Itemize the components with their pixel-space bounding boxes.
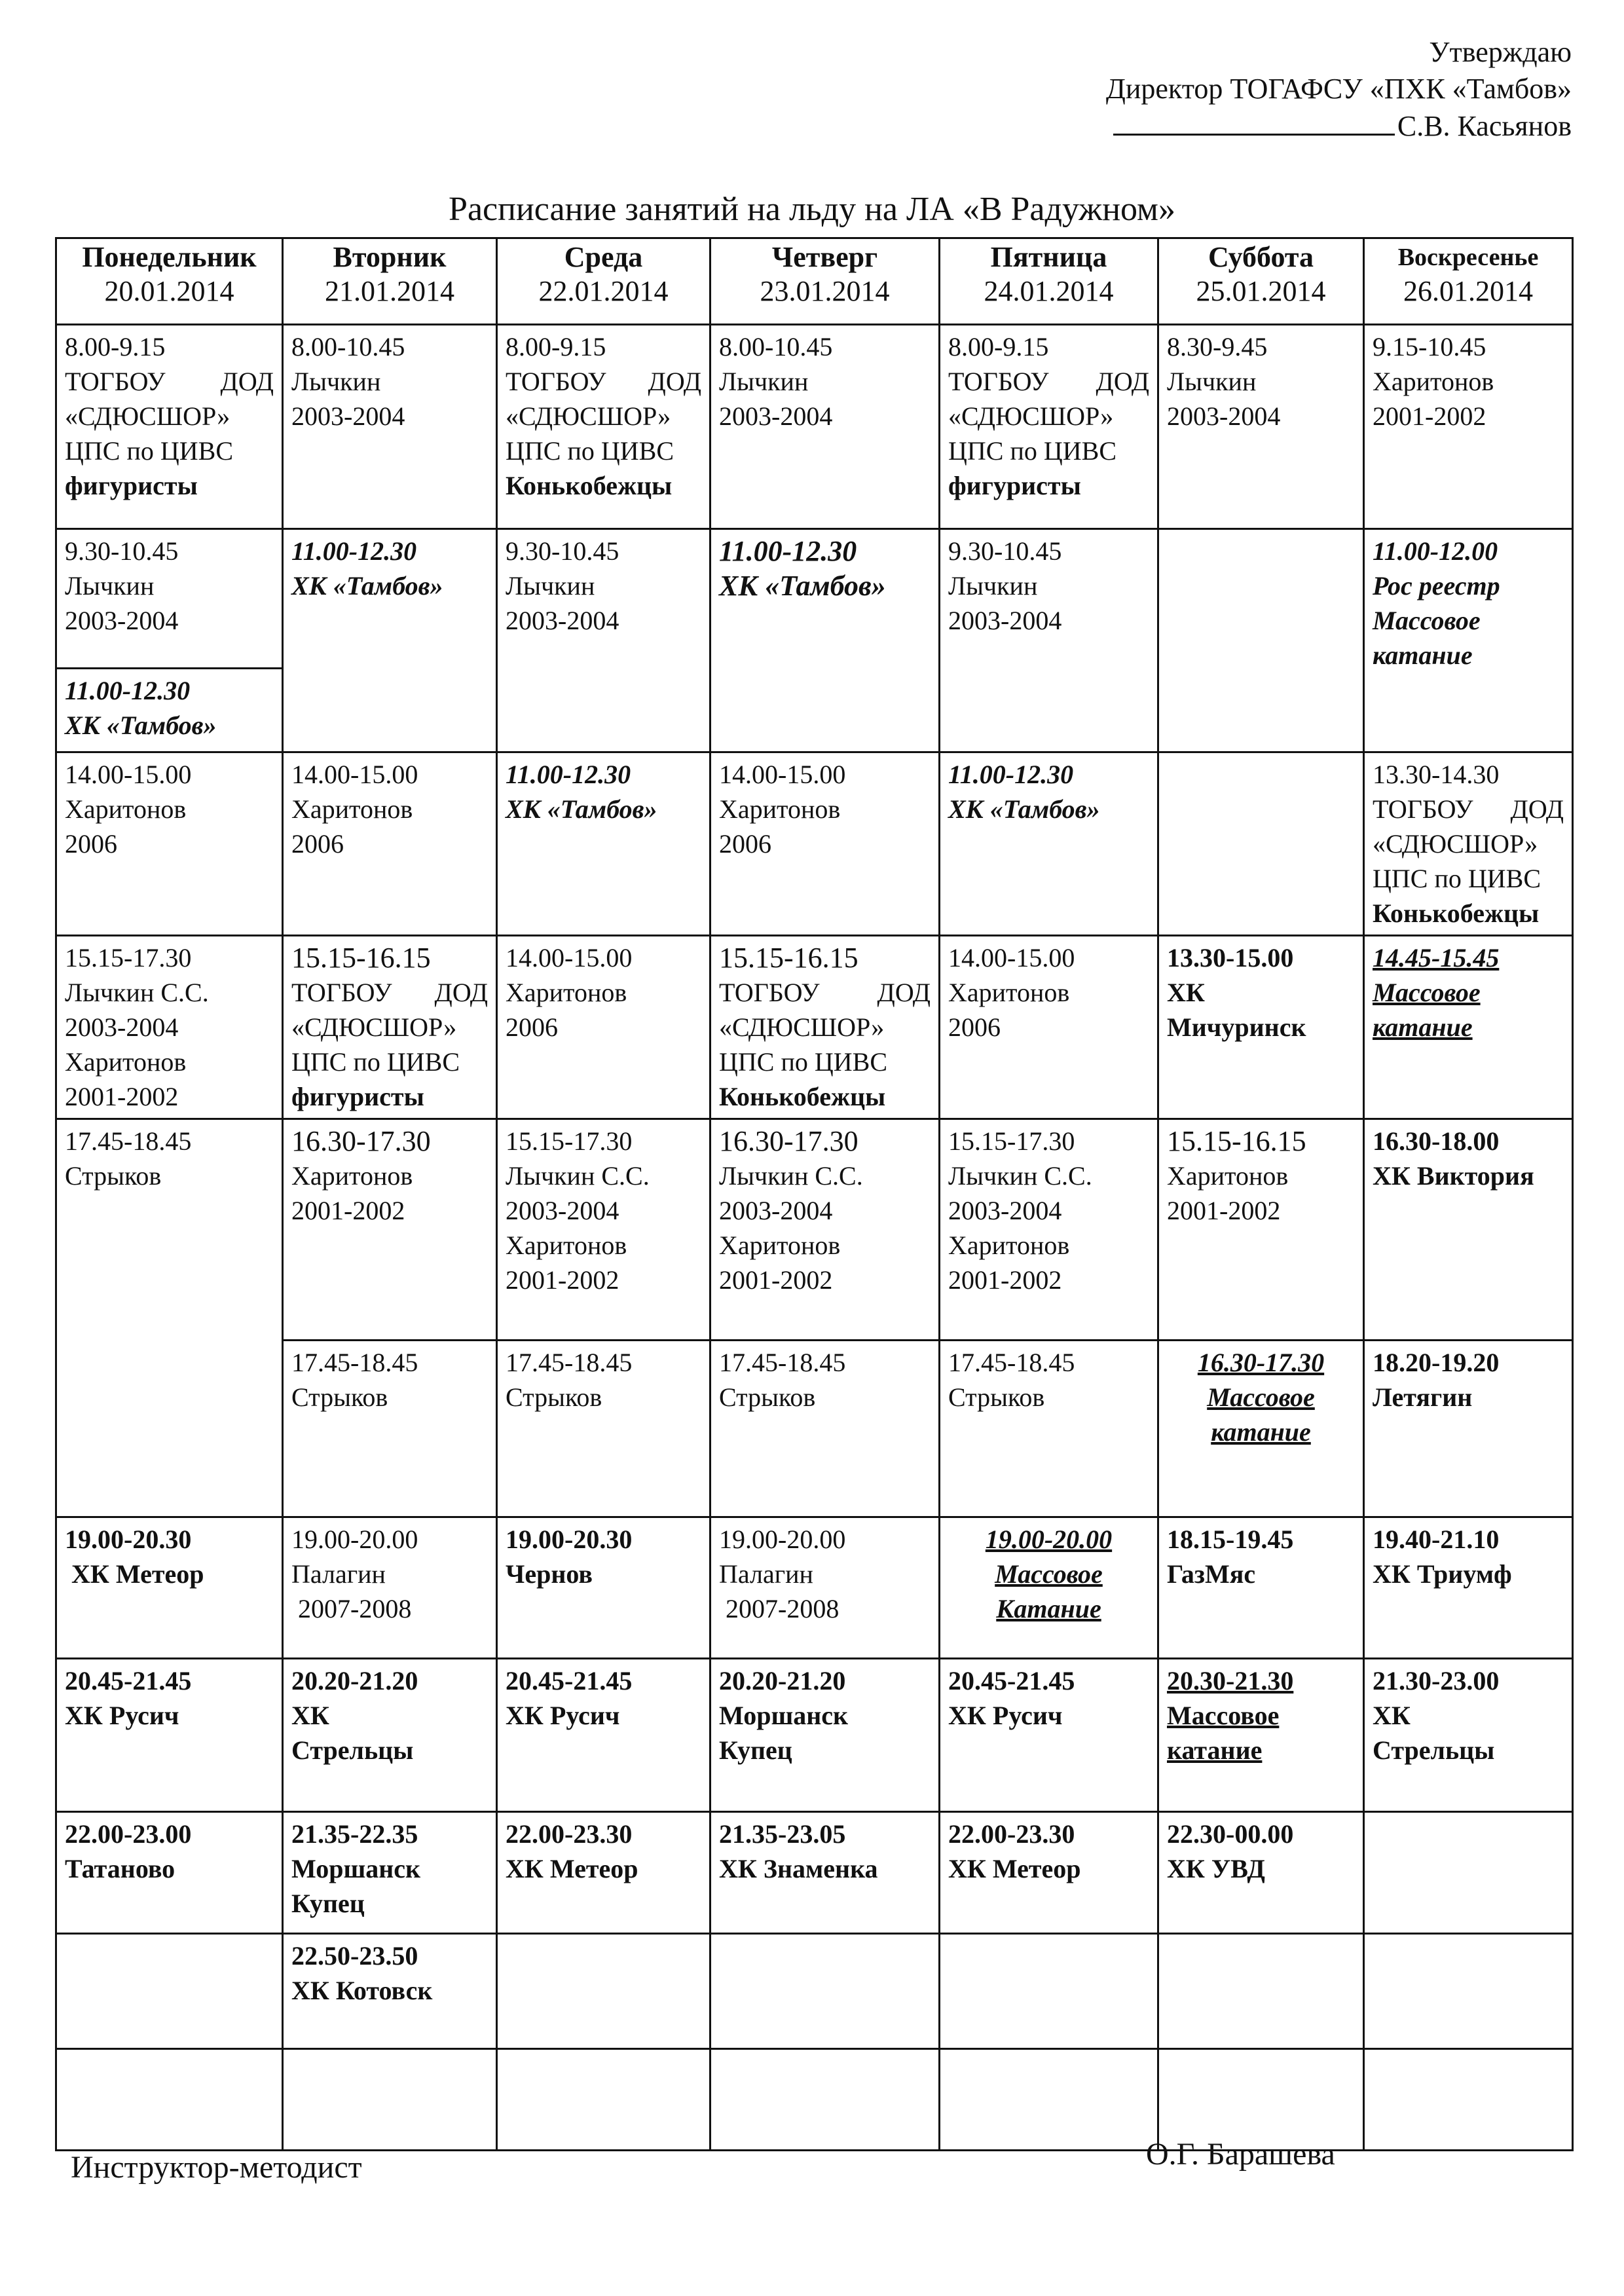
- cell-wed-6: 17.45-18.45 Стрыков: [497, 1341, 710, 1517]
- cell-fri-5: 15.15-17.30 Лычкин С.С. 2003-2004 Харитонов 2001-2002: [940, 1119, 1158, 1341]
- cell-fri-8: 20.45-21.45 ХК Русич: [940, 1659, 1158, 1812]
- cell-fri-2: 9.30-10.45 Лычкин 2003-2004: [940, 529, 1158, 752]
- cell-mon-11: [56, 2049, 283, 2151]
- cell-sat-11: [1158, 2049, 1364, 2151]
- cell-thu-6: 17.45-18.45 Стрыков: [710, 1341, 940, 1517]
- cell-tue-6: 17.45-18.45 Стрыков: [283, 1341, 497, 1517]
- approval-signer: С.В. Касьянов: [1397, 110, 1572, 142]
- cell-mon-5: 17.45-18.45 Стрыков: [56, 1119, 283, 1517]
- day-header-sun: Воскресенье 26.01.2014: [1364, 238, 1573, 325]
- table-row: [56, 1119, 1573, 1341]
- instructor-name: О.Г. Барашева: [1146, 2137, 1335, 2172]
- cell-mon-1: 8.00-9.15 ТОГБОУ ДОД «СДЮСШОР» ЦПС по ЦИВС фигуристы: [56, 325, 283, 529]
- cell-tue-3: 14.00-15.00 Харитонов 2006: [283, 752, 497, 936]
- cell-sun-10: [1364, 1934, 1573, 2049]
- cell-sat-7: 18.15-19.45 ГазМяс: [1158, 1517, 1364, 1659]
- table-row: [56, 1341, 1573, 1517]
- cell-mon-2b: 11.00-12.30 ХК «Тамбов»: [56, 669, 283, 752]
- day-header-thu: Четверг 23.01.2014: [710, 238, 940, 325]
- day-header-mon: Понедельник 20.01.2014: [56, 238, 283, 325]
- cell-sun-7: 19.40-21.10 ХК Триумф: [1364, 1517, 1573, 1659]
- cell-sat-2: [1158, 529, 1364, 752]
- cell-sat-3: [1158, 752, 1364, 936]
- cell-fri-1: 8.00-9.15 ТОГБОУ ДОД «СДЮСШОР» ЦПС по ЦИВС фигуристы: [940, 325, 1158, 529]
- cell-mon-3: 14.00-15.00 Харитонов 2006: [56, 752, 283, 936]
- cell-sat-9: 22.30-00.00 ХК УВД: [1158, 1812, 1364, 1934]
- cell-mon-7: 19.00-20.30 ХК Метеор: [56, 1517, 283, 1659]
- cell-thu-3: 14.00-15.00 Харитонов 2006: [710, 752, 940, 936]
- cell-wed-9: 22.00-23.30 ХК Метеор: [497, 1812, 710, 1934]
- cell-sun-9: [1364, 1812, 1573, 1934]
- cell-sat-5: 15.15-16.15 Харитонов 2001-2002: [1158, 1119, 1364, 1341]
- cell-fri-11: [940, 2049, 1158, 2151]
- cell-thu-10: [710, 1934, 940, 2049]
- table-row: [56, 325, 1573, 529]
- cell-mon-8: 20.45-21.45 ХК Русич: [56, 1659, 283, 1812]
- cell-tue-8: 20.20-21.20 ХК Стрельцы: [283, 1659, 497, 1812]
- cell-mon-9: 22.00-23.00 Татаново: [56, 1812, 283, 1934]
- cell-thu-8: 20.20-21.20 Моршанск Купец: [710, 1659, 940, 1812]
- cell-wed-7: 19.00-20.30 Чернов: [497, 1517, 710, 1659]
- table-row: [56, 529, 1573, 669]
- day-header-fri: Пятница 24.01.2014: [940, 238, 1158, 325]
- instructor-position: Инструктор-методист: [71, 2150, 362, 2185]
- cell-fri-4: 14.00-15.00 Харитонов 2006: [940, 936, 1158, 1119]
- cell-thu-2: 11.00-12.30 ХК «Тамбов»: [710, 529, 940, 752]
- cell-sun-5: 16.30-18.00 ХК Виктория: [1364, 1119, 1573, 1341]
- cell-fri-7: 19.00-20.00 Массовое Катание: [940, 1517, 1158, 1659]
- cell-sat-8: 20.30-21.30 Массовое катание: [1158, 1659, 1364, 1812]
- schedule-table: [55, 237, 1574, 2151]
- cell-thu-7: 19.00-20.00 Палагин 2007-2008: [710, 1517, 940, 1659]
- cell-wed-3: 11.00-12.30 ХК «Тамбов»: [497, 752, 710, 936]
- cell-sun-3: 13.30-14.30 ТОГБОУ ДОД «СДЮСШОР» ЦПС по ЦИВС Конькобежцы: [1364, 752, 1573, 936]
- cell-thu-4: 15.15-16.15 ТОГБОУ ДОД «СДЮСШОР» ЦПС по ЦИВС Конькобежцы: [710, 936, 940, 1119]
- cell-tue-11: [283, 2049, 497, 2151]
- cell-mon-2a: 9.30-10.45 Лычкин 2003-2004: [56, 529, 283, 669]
- cell-thu-1: 8.00-10.45 Лычкин 2003-2004: [710, 325, 940, 529]
- day-header-sat: Суббота 25.01.2014: [1158, 238, 1364, 325]
- cell-thu-9: 21.35-23.05 ХК Знаменка: [710, 1812, 940, 1934]
- cell-fri-6: 17.45-18.45 Стрыков: [940, 1341, 1158, 1517]
- cell-tue-9: 21.35-22.35 Моршанск Купец: [283, 1812, 497, 1934]
- cell-thu-5: 16.30-17.30 Лычкин С.С. 2003-2004 Харитонов 2001-2002: [710, 1119, 940, 1341]
- cell-sat-4: 13.30-15.00 ХК Мичуринск: [1158, 936, 1364, 1119]
- cell-tue-2: 11.00-12.30 ХК «Тамбов»: [283, 529, 497, 752]
- cell-tue-7: 19.00-20.00 Палагин 2007-2008: [283, 1517, 497, 1659]
- cell-wed-5: 15.15-17.30 Лычкин С.С. 2003-2004 Харитонов 2001-2002: [497, 1119, 710, 1341]
- cell-tue-1: 8.00-10.45 Лычкин 2003-2004: [283, 325, 497, 529]
- cell-mon-10: [56, 1934, 283, 2049]
- cell-tue-4: 15.15-16.15 ТОГБОУ ДОД «СДЮСШОР» ЦПС по ЦИВС фигуристы: [283, 936, 497, 1119]
- table-row: [56, 752, 1573, 936]
- signature-line: [1113, 107, 1395, 136]
- table-row: [56, 1934, 1573, 2049]
- table-row: [56, 1812, 1573, 1934]
- table-row: [56, 1659, 1573, 1812]
- cell-sun-4: 14.45-15.45 Массовое катание: [1364, 936, 1573, 1119]
- cell-sun-8: 21.30-23.00 ХК Стрельцы: [1364, 1659, 1573, 1812]
- schedule-title: Расписание занятий на льду на ЛА «В Радужном»: [449, 191, 1175, 228]
- table-header-row: [56, 238, 1573, 325]
- cell-wed-4: 14.00-15.00 Харитонов 2006: [497, 936, 710, 1119]
- cell-wed-2: 9.30-10.45 Лычкин 2003-2004: [497, 529, 710, 752]
- day-header-tue: Вторник 21.01.2014: [283, 238, 497, 325]
- cell-wed-10: [497, 1934, 710, 2049]
- cell-sun-1: 9.15-10.45 Харитонов 2001-2002: [1364, 325, 1573, 529]
- cell-mon-4: 15.15-17.30 Лычкин С.С. 2003-2004 Харитонов 2001-2002: [56, 936, 283, 1119]
- approval-signature: [1106, 107, 1572, 145]
- cell-fri-10: [940, 1934, 1158, 2049]
- cell-sun-11: [1364, 2049, 1573, 2151]
- cell-tue-10: 22.50-23.50 ХК Котовск: [283, 1934, 497, 2049]
- day-header-wed: Среда 22.01.2014: [497, 238, 710, 325]
- cell-tue-5: 16.30-17.30 Харитонов 2001-2002: [283, 1119, 497, 1341]
- table-row: [56, 2049, 1573, 2151]
- approval-director: Директор ТОГАФСУ «ПХК «Тамбов»: [1105, 73, 1572, 105]
- cell-sat-6: 16.30-17.30 Массовое катание: [1158, 1341, 1364, 1517]
- approval-block: [1106, 34, 1572, 145]
- cell-sat-10: [1158, 1934, 1364, 2049]
- cell-thu-11: [710, 2049, 940, 2151]
- cell-wed-1: 8.00-9.15 ТОГБОУ ДОД «СДЮСШОР» ЦПС по ЦИВС Конькобежцы: [497, 325, 710, 529]
- table-row: [56, 1517, 1573, 1659]
- cell-fri-3: 11.00-12.30 ХК «Тамбов»: [940, 752, 1158, 936]
- cell-sun-6: 18.20-19.20 Летягин: [1364, 1341, 1573, 1517]
- cell-sun-2: 11.00-12.00 Рос реестр Массовое катание: [1364, 529, 1573, 752]
- table-row: [56, 936, 1573, 1119]
- cell-wed-8: 20.45-21.45 ХК Русич: [497, 1659, 710, 1812]
- cell-wed-11: [497, 2049, 710, 2151]
- cell-fri-9: 22.00-23.30 ХК Метеор: [940, 1812, 1158, 1934]
- approval-title: Утверждаю: [1429, 36, 1572, 68]
- cell-sat-1: 8.30-9.45 Лычкин 2003-2004: [1158, 325, 1364, 529]
